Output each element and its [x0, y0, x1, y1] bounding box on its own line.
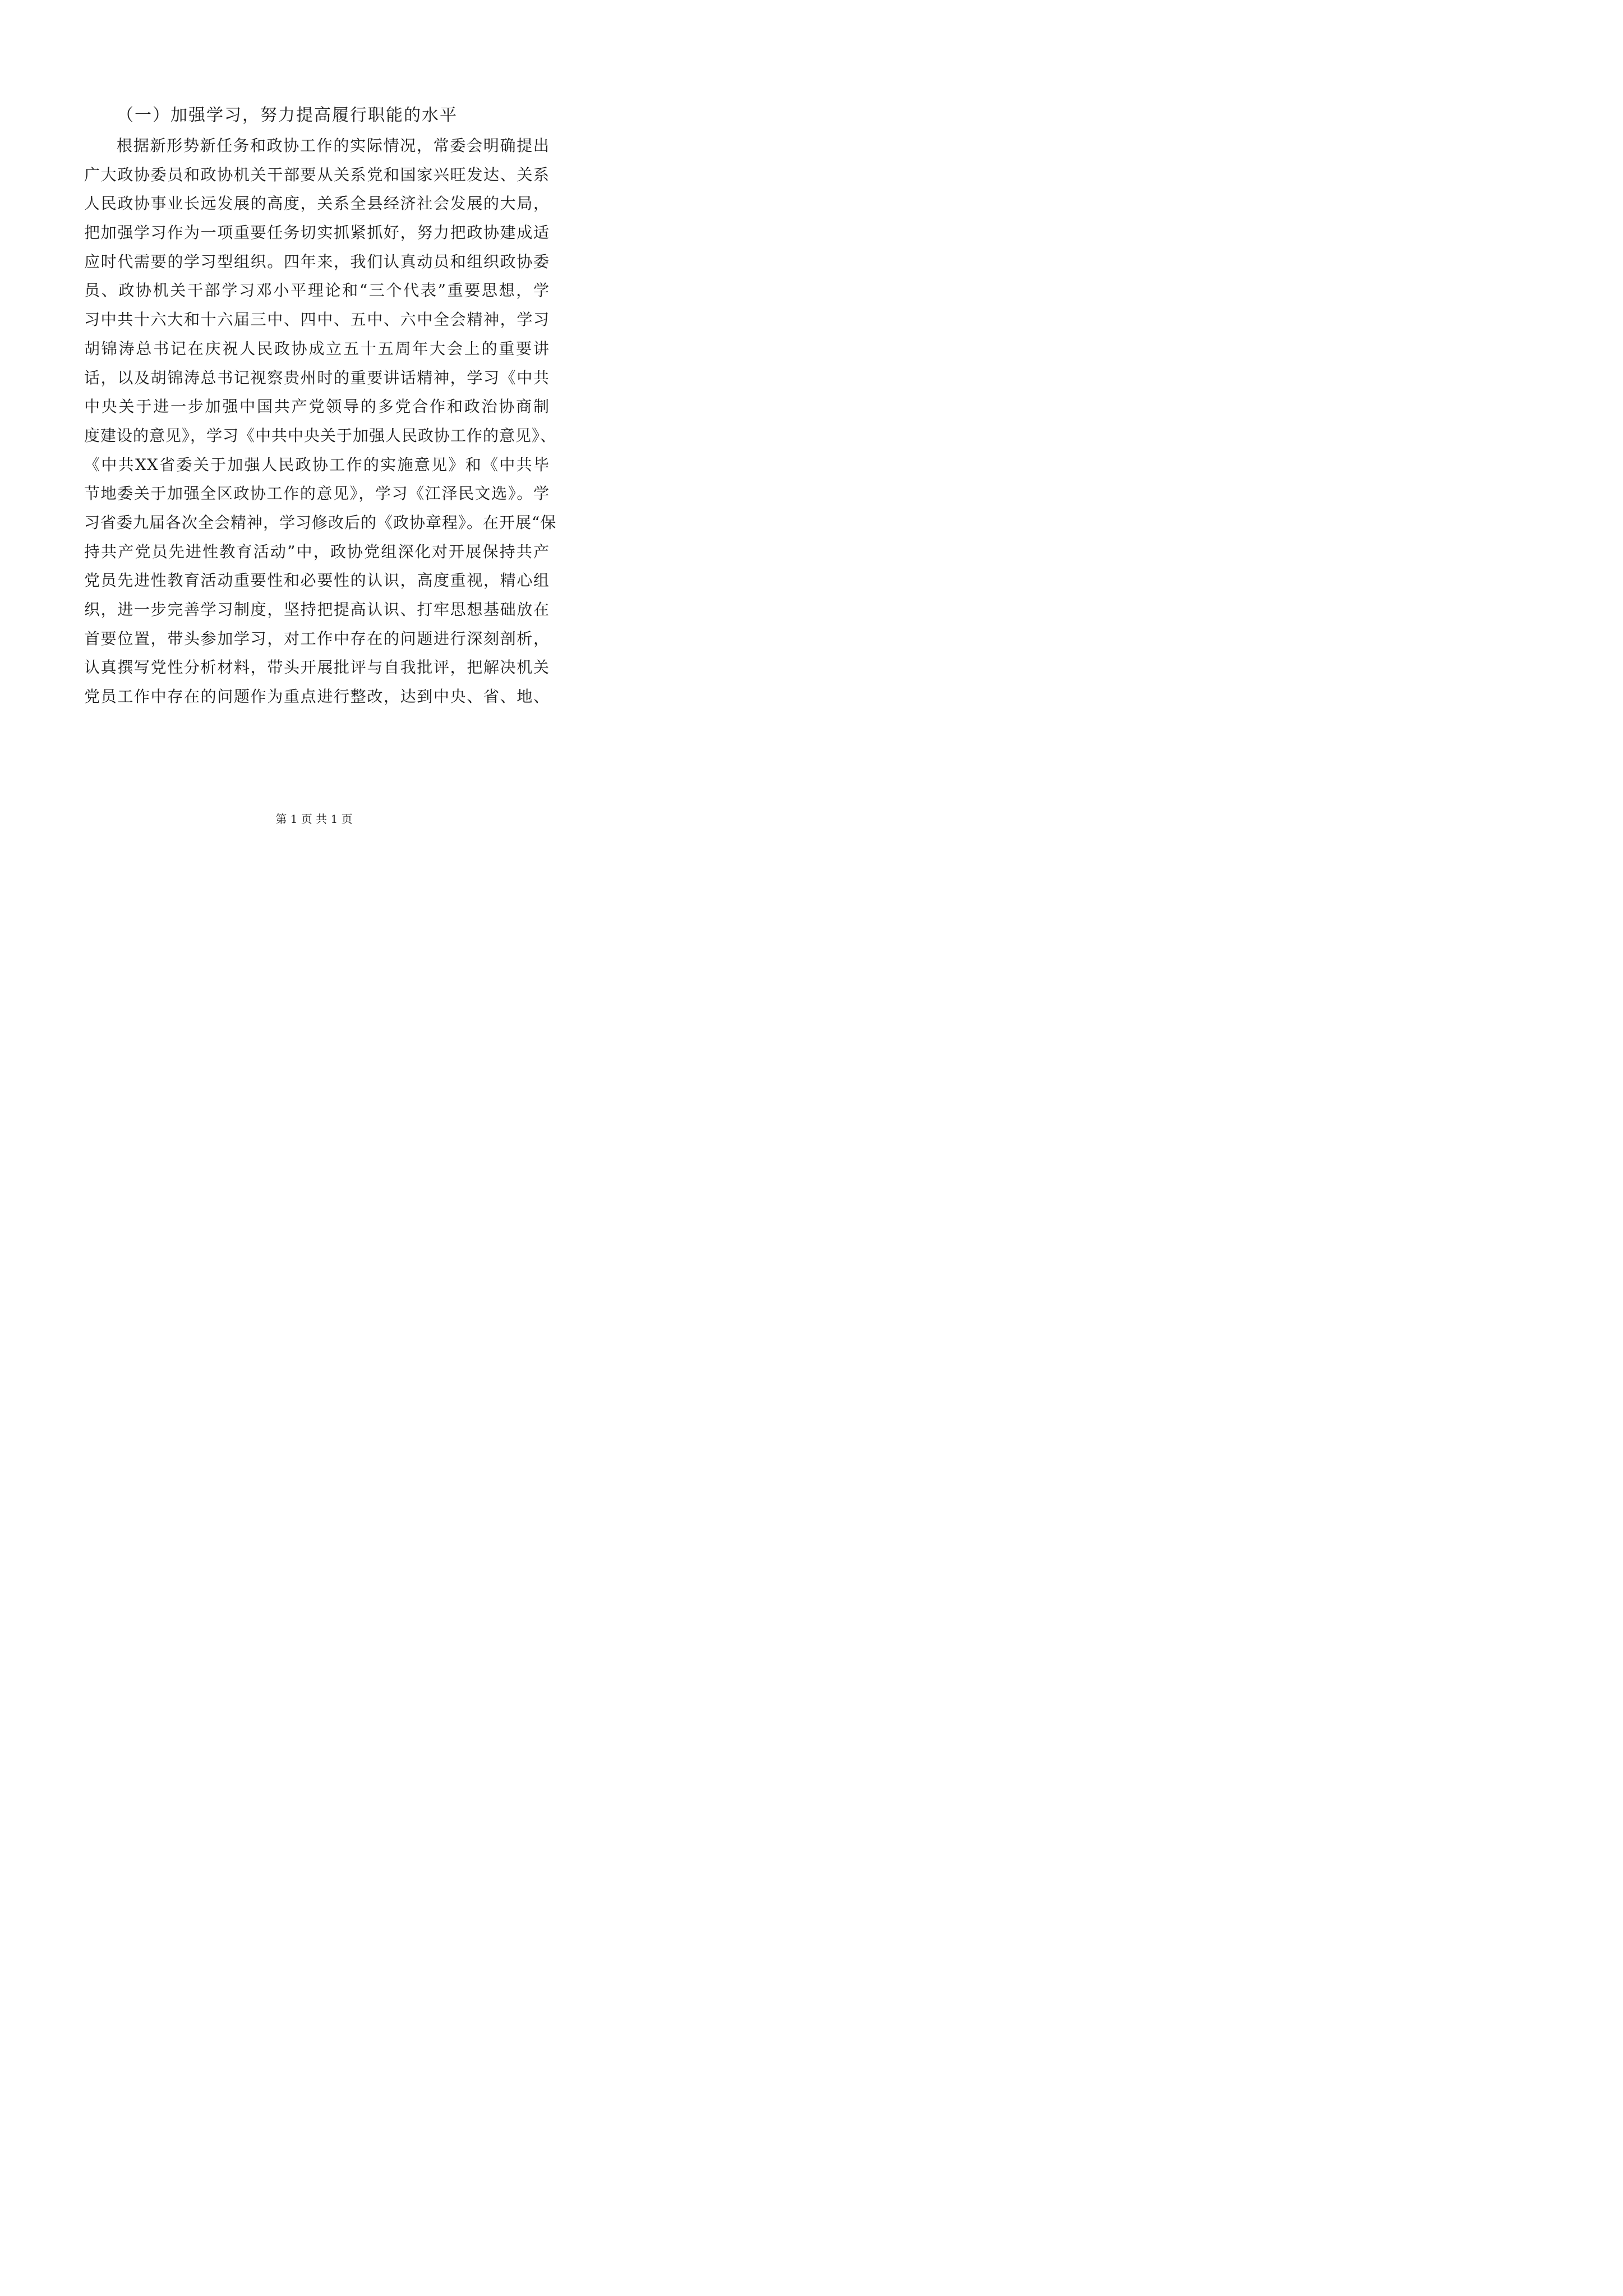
text-line: 党员工作中存在的问题作为重点进行整改，达到中央、省、地、 [84, 687, 550, 706]
text-line: 《中共XX省委关于加强人民政协工作的实施意见》和《中共毕 [84, 455, 550, 474]
body-text [84, 135, 557, 715]
section-heading: （一）加强学习，努力提高履行职能的水平 [117, 105, 458, 125]
text-line: 根据新形势新任务和政协工作的实际情况，常委会明确提出 [117, 136, 550, 155]
text-line: 员、政协机关干部学习邓小平理论和“三个代表”重要思想，学 [84, 281, 550, 300]
text-line: 首要位置，带头参加学习，对工作中存在的问题进行深刻剖析， [84, 629, 550, 648]
document-page [0, 0, 628, 889]
text-line: 应时代需要的学习型组织。四年来，我们认真动员和组织政协委 [84, 252, 550, 271]
text-line: 广大政协委员和政协机关干部要从关系党和国家兴旺发达、关系 [84, 165, 550, 184]
text-line: 认真撰写党性分析材料，带头开展批评与自我批评，把解决机关 [84, 658, 550, 677]
page-number-footer: 第 1 页 共 1 页 [275, 812, 353, 826]
text-line: 中央关于进一步加强中国共产党领导的多党合作和政治协商制 [84, 397, 550, 416]
text-line: 把加强学习作为一项重要任务切实抓紧抓好，努力把政协建成适 [84, 223, 550, 242]
text-line: 习省委九届各次全会精神，学习修改后的《政协章程》。在开展“保 [84, 513, 557, 532]
text-line: 人民政协事业长远发展的高度，关系全县经济社会发展的大局， [84, 194, 550, 213]
text-line: 党员先进性教育活动重要性和必要性的认识，高度重视，精心组 [84, 571, 550, 590]
text-line: 持共产党员先进性教育活动”中，政协党组深化对开展保持共产 [84, 542, 550, 561]
text-line: 话，以及胡锦涛总书记视察贵州时的重要讲话精神，学习《中共 [84, 368, 550, 387]
text-line: 织，进一步完善学习制度，坚持把提高认识、打牢思想基础放在 [84, 600, 550, 619]
text-line: 度建设的意见》，学习《中共中央关于加强人民政协工作的意见》、 [84, 426, 557, 445]
text-line: 习中共十六大和十六届三中、四中、五中、六中全会精神，学习 [84, 310, 550, 329]
text-line: 胡锦涛总书记在庆祝人民政协成立五十五周年大会上的重要讲 [84, 339, 550, 358]
text-line: 节地委关于加强全区政协工作的意见》，学习《江泽民文选》。学 [84, 484, 550, 503]
